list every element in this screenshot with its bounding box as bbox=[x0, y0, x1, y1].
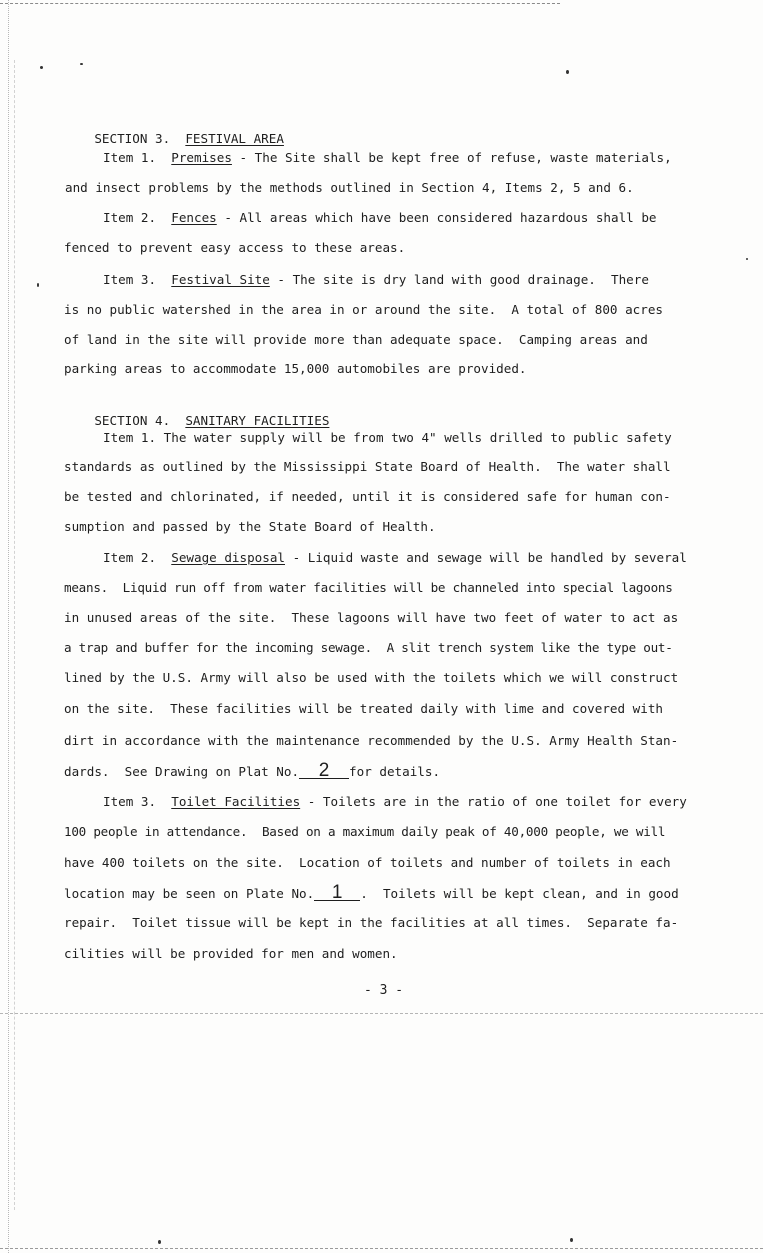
scan-edge-top bbox=[0, 3, 560, 4]
section-3-title: FESTIVAL AREA bbox=[185, 131, 284, 146]
section-4-number: SECTION 4. bbox=[94, 413, 171, 428]
s4-item2-line4: a trap and buffer for the incoming sewage. A slit trench system like the type out- bbox=[64, 640, 673, 655]
scan-speck bbox=[80, 63, 83, 65]
s3-item3-title: Festival Site bbox=[171, 272, 270, 287]
s3-item2-label: Item 2. bbox=[103, 210, 157, 225]
scan-margin-mark bbox=[14, 60, 16, 1210]
scan-speck bbox=[158, 1240, 161, 1244]
s4-item3-line3: have 400 toilets on the site. Location of toilets and number of toilets in each bbox=[64, 855, 671, 870]
s3-item3-line4: parking areas to accommodate 15,000 automobiles are provided. bbox=[64, 361, 527, 376]
scan-speck bbox=[746, 258, 748, 260]
s4-item3-label: Item 3. bbox=[103, 794, 157, 809]
s4-item2-title: Sewage disposal bbox=[171, 550, 285, 565]
s3-item3-line3: of land in the site will provide more than adequate space. Camping areas and bbox=[64, 332, 648, 347]
s4-item3-title: Toilet Facilities bbox=[171, 794, 301, 809]
scan-speck bbox=[570, 1238, 573, 1242]
s4-item3-line6: cilities will be provided for men and women. bbox=[64, 946, 398, 961]
s4-item3-line4: location may be seen on Plate No. 1 . Toilets will be kept clean, and in good bbox=[64, 882, 679, 903]
s4-item2-line1: Item 2. Sewage disposal - Liquid waste and sewage will be handled by several bbox=[103, 550, 687, 565]
s3-item3-label: Item 3. bbox=[103, 272, 157, 287]
s4-item2-line5: lined by the U.S. Army will also be used with the toilets which we will construct bbox=[64, 670, 679, 685]
s3-item1-label: Item 1. bbox=[103, 150, 157, 165]
plate-number-blank: 1 bbox=[314, 886, 360, 901]
s3-item2-title: Fences bbox=[171, 210, 217, 225]
s3-item2-line1: Item 2. Fences - All areas which have been considered hazardous shall be bbox=[103, 210, 657, 225]
s4-item1-line3: be tested and chlorinated, if needed, until it is considered safe for human con- bbox=[64, 489, 671, 504]
s3-item3-line2: is no public watershed in the area in or around the site. A total of 800 acres bbox=[64, 302, 663, 317]
s4-item1-line2: standards as outlined by the Mississippi State Board of Health. The water shall bbox=[64, 459, 671, 474]
page-fold-line bbox=[0, 1013, 763, 1014]
s4-item3-line2: 100 people in attendance. Based on a maximum daily peak of 40,000 people, we will bbox=[64, 824, 666, 839]
section-4-title: SANITARY FACILITIES bbox=[185, 413, 330, 428]
s4-item2-line8: dards. See Drawing on Plat No. 2 for details. bbox=[64, 760, 441, 781]
scan-speck bbox=[566, 70, 569, 74]
s4-item1-line4: sumption and passed by the State Board of Health. bbox=[64, 519, 436, 534]
plat-number-blank: 2 bbox=[299, 764, 349, 779]
s3-item1-title: Premises bbox=[171, 150, 232, 165]
s3-item2-line2: fenced to prevent easy access to these areas. bbox=[64, 240, 406, 255]
scan-speck bbox=[37, 283, 39, 287]
s4-item1-label: Item 1. bbox=[103, 430, 157, 445]
s3-item3-line1: Item 3. Festival Site - The site is dry land with good drainage. There bbox=[103, 272, 649, 287]
s4-item1-line1: Item 1. The water supply will be from two 4" wells drilled to public safety bbox=[103, 430, 672, 445]
s3-item1-line1: Item 1. Premises - The Site shall be kept free of refuse, waste materials, bbox=[103, 150, 672, 165]
s4-item2-line3: in unused areas of the site. These lagoons will have two feet of water to act as bbox=[64, 610, 679, 625]
s3-item1-line2: and insect problems by the methods outlined in Section 4, Items 2, 5 and 6. bbox=[65, 180, 634, 195]
s4-item2-line2: means. Liquid run off from water facilities will be channeled into special lagoons bbox=[64, 580, 673, 595]
scan-edge-left bbox=[8, 0, 10, 1253]
s4-item2-line6: on the site. These facilities will be treated daily with lime and covered with bbox=[64, 701, 663, 716]
s4-item2-line7: dirt in accordance with the maintenance recommended by the U.S. Army Health Stan- bbox=[64, 733, 679, 748]
s4-item2-label: Item 2. bbox=[103, 550, 157, 565]
section-3-number: SECTION 3. bbox=[94, 131, 171, 146]
s4-item3-line1: Item 3. Toilet Facilities - Toilets are in the ratio of one toilet for every bbox=[103, 794, 687, 809]
page-number: - 3 - bbox=[364, 983, 404, 998]
scan-edge-bottom bbox=[0, 1248, 763, 1249]
s4-item3-line5: repair. Toilet tissue will be kept in the facilities at all times. Separate fa- bbox=[64, 915, 679, 930]
scan-speck bbox=[40, 66, 43, 69]
